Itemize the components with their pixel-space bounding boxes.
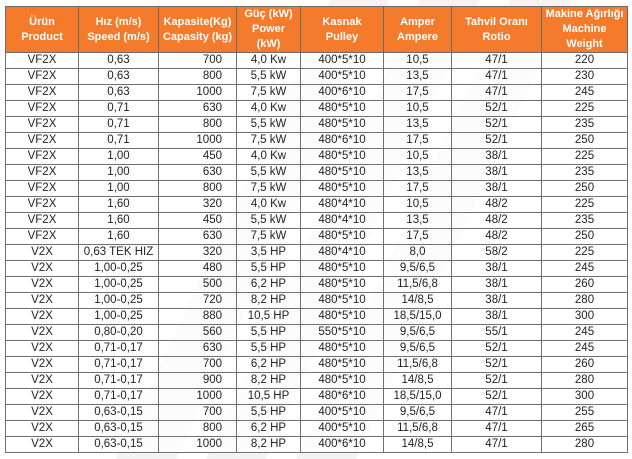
cell-power: 4,0 Kw	[237, 101, 301, 117]
table-row	[6, 149, 628, 165]
cell-ampere: 10,5	[384, 53, 452, 69]
table-row	[6, 101, 628, 117]
cell-product: VF2X	[6, 133, 79, 149]
cell-power: 5,5 kW	[237, 69, 301, 85]
cell-capacity: 500	[159, 277, 237, 293]
cell-weight: 220	[542, 53, 628, 69]
cell-ratio: 48/2	[452, 197, 542, 213]
cell-speed: 0,71	[79, 133, 159, 149]
cell-capacity: 800	[159, 117, 237, 133]
cell-product: VF2X	[6, 69, 79, 85]
cell-pulley: 550*5*10	[301, 325, 384, 341]
cell-pulley: 480*5*10	[301, 165, 384, 181]
cell-power: 6,2 HP	[237, 277, 301, 293]
cell-ratio: 52/1	[452, 133, 542, 149]
table-row	[6, 117, 628, 133]
cell-pulley: 480*5*10	[301, 261, 384, 277]
header-capacity: Kapasite(Kg) Capasity (kg)	[159, 7, 237, 53]
cell-ampere: 10,5	[384, 101, 452, 117]
table-header-row	[6, 7, 628, 53]
cell-ratio: 52/1	[452, 101, 542, 117]
table-row	[6, 309, 628, 325]
cell-product: V2X	[6, 341, 79, 357]
cell-pulley: 480*4*10	[301, 245, 384, 261]
cell-ampere: 13,5	[384, 213, 452, 229]
machine-spec-table	[5, 6, 628, 453]
table-row	[6, 165, 628, 181]
cell-weight: 250	[542, 181, 628, 197]
cell-weight: 250	[542, 133, 628, 149]
cell-ampere: 17,5	[384, 229, 452, 245]
cell-ampere: 14/8,5	[384, 293, 452, 309]
cell-weight: 260	[542, 277, 628, 293]
cell-weight: 235	[542, 165, 628, 181]
cell-ratio: 47/1	[452, 53, 542, 69]
table-row	[6, 245, 628, 261]
cell-power: 5,5 kW	[237, 213, 301, 229]
cell-ratio: 47/1	[452, 69, 542, 85]
cell-pulley: 400*5*10	[301, 69, 384, 85]
cell-product: VF2X	[6, 213, 79, 229]
cell-pulley: 400*5*10	[301, 53, 384, 69]
cell-ratio: 38/1	[452, 309, 542, 325]
cell-ratio: 48/2	[452, 213, 542, 229]
table-row	[6, 373, 628, 389]
cell-power: 10,5 HP	[237, 389, 301, 405]
table-row	[6, 85, 628, 101]
cell-ampere: 11,5/6,8	[384, 357, 452, 373]
cell-capacity: 700	[159, 357, 237, 373]
cell-pulley: 480*5*10	[301, 229, 384, 245]
cell-ampere: 9,5/6,5	[384, 405, 452, 421]
cell-capacity: 630	[159, 341, 237, 357]
cell-product: V2X	[6, 261, 79, 277]
cell-ratio: 55/1	[452, 325, 542, 341]
cell-power: 3,5 HP	[237, 245, 301, 261]
cell-power: 5,5 HP	[237, 405, 301, 421]
cell-power: 5,5 HP	[237, 341, 301, 357]
cell-pulley: 480*5*10	[301, 357, 384, 373]
cell-speed: 1,00	[79, 165, 159, 181]
cell-ratio: 52/1	[452, 341, 542, 357]
cell-speed: 1,00-0,25	[79, 309, 159, 325]
cell-product: V2X	[6, 309, 79, 325]
cell-pulley: 400*6*10	[301, 437, 384, 453]
cell-ampere: 9,5/6,5	[384, 261, 452, 277]
table-row	[6, 53, 628, 69]
cell-power: 8,2 HP	[237, 437, 301, 453]
cell-capacity: 450	[159, 149, 237, 165]
cell-product: VF2X	[6, 229, 79, 245]
cell-capacity: 630	[159, 101, 237, 117]
cell-power: 5,5 HP	[237, 325, 301, 341]
cell-power: 4,0 Kw	[237, 149, 301, 165]
cell-product: VF2X	[6, 149, 79, 165]
cell-ratio: 38/1	[452, 165, 542, 181]
table-row	[6, 277, 628, 293]
cell-power: 5,5 kW	[237, 117, 301, 133]
cell-weight: 225	[542, 149, 628, 165]
table-row	[6, 293, 628, 309]
cell-ratio: 47/1	[452, 437, 542, 453]
cell-product: VF2X	[6, 101, 79, 117]
table-row	[6, 437, 628, 453]
cell-weight: 280	[542, 437, 628, 453]
cell-product: VF2X	[6, 85, 79, 101]
cell-pulley: 480*5*10	[301, 373, 384, 389]
cell-product: VF2X	[6, 197, 79, 213]
cell-weight: 230	[542, 69, 628, 85]
cell-capacity: 800	[159, 421, 237, 437]
cell-weight: 225	[542, 245, 628, 261]
cell-product: VF2X	[6, 53, 79, 69]
cell-product: VF2X	[6, 117, 79, 133]
cell-weight: 225	[542, 101, 628, 117]
cell-speed: 1,00-0,25	[79, 261, 159, 277]
cell-power: 5,5 kW	[237, 165, 301, 181]
cell-ratio: 38/1	[452, 277, 542, 293]
cell-speed: 0,63	[79, 85, 159, 101]
table-row	[6, 405, 628, 421]
cell-capacity: 800	[159, 69, 237, 85]
cell-product: V2X	[6, 357, 79, 373]
cell-ampere: 10,5	[384, 149, 452, 165]
header-ampere: Amper Ampere	[384, 7, 452, 53]
cell-ratio: 38/1	[452, 149, 542, 165]
cell-ratio: 48/2	[452, 229, 542, 245]
cell-ampere: 17,5	[384, 181, 452, 197]
header-product: Ürün Product	[6, 7, 79, 53]
cell-capacity: 320	[159, 245, 237, 261]
table-row	[6, 421, 628, 437]
cell-ampere: 17,5	[384, 133, 452, 149]
cell-speed: 1,00-0,25	[79, 277, 159, 293]
cell-power: 7,5 kW	[237, 85, 301, 101]
cell-capacity: 320	[159, 197, 237, 213]
table-row	[6, 261, 628, 277]
header-weight: Makine Ağırlığı Machine Weight	[542, 7, 628, 53]
table-row	[6, 133, 628, 149]
cell-ratio: 58/2	[452, 245, 542, 261]
cell-power: 8,2 HP	[237, 293, 301, 309]
cell-speed: 1,00-0,25	[79, 293, 159, 309]
cell-ratio: 52/1	[452, 389, 542, 405]
cell-speed: 1,60	[79, 229, 159, 245]
cell-ampere: 14/8,5	[384, 437, 452, 453]
table-row	[6, 341, 628, 357]
cell-product: V2X	[6, 373, 79, 389]
cell-weight: 245	[542, 85, 628, 101]
cell-capacity: 630	[159, 229, 237, 245]
cell-weight: 280	[542, 293, 628, 309]
cell-capacity: 1000	[159, 85, 237, 101]
cell-speed: 1,60	[79, 197, 159, 213]
cell-power: 4,0 Kw	[237, 197, 301, 213]
table-body	[6, 53, 628, 453]
cell-power: 4,0 Kw	[237, 53, 301, 69]
cell-power: 7,5 kW	[237, 181, 301, 197]
cell-speed: 0,63-0,15	[79, 405, 159, 421]
cell-weight: 260	[542, 357, 628, 373]
cell-pulley: 400*6*10	[301, 85, 384, 101]
cell-ampere: 13,5	[384, 69, 452, 85]
cell-speed: 0,71-0,17	[79, 389, 159, 405]
cell-pulley: 480*4*10	[301, 213, 384, 229]
table-row	[6, 325, 628, 341]
cell-ratio: 47/1	[452, 85, 542, 101]
cell-ampere: 11,5/6,8	[384, 277, 452, 293]
cell-speed: 0,63-0,15	[79, 437, 159, 453]
cell-capacity: 630	[159, 165, 237, 181]
cell-capacity: 560	[159, 325, 237, 341]
cell-ampere: 14/8,5	[384, 373, 452, 389]
table-row	[6, 213, 628, 229]
cell-weight: 235	[542, 213, 628, 229]
cell-ampere: 11,5/6,8	[384, 421, 452, 437]
cell-weight: 245	[542, 341, 628, 357]
cell-speed: 0,63 TEK HIZ	[79, 245, 159, 261]
cell-pulley: 480*5*10	[301, 117, 384, 133]
cell-weight: 300	[542, 309, 628, 325]
cell-weight: 245	[542, 325, 628, 341]
cell-ampere: 8,0	[384, 245, 452, 261]
cell-capacity: 720	[159, 293, 237, 309]
table-row	[6, 389, 628, 405]
cell-pulley: 480*6*10	[301, 389, 384, 405]
cell-ampere: 13,5	[384, 117, 452, 133]
cell-product: V2X	[6, 293, 79, 309]
cell-ratio: 38/1	[452, 181, 542, 197]
cell-capacity: 450	[159, 213, 237, 229]
cell-speed: 1,00	[79, 149, 159, 165]
header-ratio: Tahvil Oranı Rotio	[452, 7, 542, 53]
cell-pulley: 480*4*10	[301, 197, 384, 213]
cell-speed: 0,71	[79, 117, 159, 133]
cell-product: VF2X	[6, 165, 79, 181]
cell-pulley: 480*5*10	[301, 101, 384, 117]
cell-ratio: 52/1	[452, 373, 542, 389]
table-row	[6, 69, 628, 85]
cell-ampere: 18,5/15,0	[384, 309, 452, 325]
cell-weight: 225	[542, 197, 628, 213]
cell-pulley: 480*5*10	[301, 341, 384, 357]
cell-speed: 0,71-0,17	[79, 373, 159, 389]
cell-weight: 280	[542, 373, 628, 389]
cell-capacity: 800	[159, 181, 237, 197]
cell-power: 5,5 HP	[237, 261, 301, 277]
spec-table-container	[5, 6, 627, 453]
table-row	[6, 181, 628, 197]
cell-ampere: 9,5/6,5	[384, 325, 452, 341]
cell-speed: 1,60	[79, 213, 159, 229]
cell-weight: 300	[542, 389, 628, 405]
header-speed: Hız (m/s) Speed (m/s)	[79, 7, 159, 53]
cell-product: VF2X	[6, 181, 79, 197]
cell-speed: 0,63-0,15	[79, 421, 159, 437]
cell-product: V2X	[6, 421, 79, 437]
cell-ampere: 13,5	[384, 165, 452, 181]
cell-speed: 0,71-0,17	[79, 341, 159, 357]
cell-power: 10,5 HP	[237, 309, 301, 325]
cell-pulley: 480*5*10	[301, 149, 384, 165]
cell-pulley: 400*5*10	[301, 421, 384, 437]
cell-power: 7,5 kW	[237, 229, 301, 245]
cell-weight: 235	[542, 117, 628, 133]
cell-ampere: 10,5	[384, 197, 452, 213]
cell-product: V2X	[6, 389, 79, 405]
cell-ratio: 47/1	[452, 405, 542, 421]
cell-ratio: 47/1	[452, 421, 542, 437]
cell-speed: 0,80-0,20	[79, 325, 159, 341]
cell-capacity: 900	[159, 373, 237, 389]
cell-speed: 0,71-0,17	[79, 357, 159, 373]
cell-ratio: 38/1	[452, 293, 542, 309]
cell-capacity: 880	[159, 309, 237, 325]
table-row	[6, 357, 628, 373]
cell-weight: 255	[542, 405, 628, 421]
cell-capacity: 480	[159, 261, 237, 277]
cell-speed: 0,63	[79, 69, 159, 85]
cell-speed: 1,00	[79, 181, 159, 197]
cell-product: V2X	[6, 325, 79, 341]
cell-speed: 0,71	[79, 101, 159, 117]
cell-pulley: 480*5*10	[301, 309, 384, 325]
cell-ratio: 52/1	[452, 117, 542, 133]
header-power: Güç (kW) Power (kW)	[237, 7, 301, 53]
cell-weight: 250	[542, 229, 628, 245]
cell-power: 6,2 HP	[237, 357, 301, 373]
cell-ratio: 52/1	[452, 357, 542, 373]
cell-product: V2X	[6, 245, 79, 261]
cell-speed: 0,63	[79, 53, 159, 69]
cell-weight: 265	[542, 421, 628, 437]
cell-product: V2X	[6, 437, 79, 453]
cell-pulley: 480*5*10	[301, 181, 384, 197]
cell-ampere: 9,5/6,5	[384, 341, 452, 357]
cell-product: V2X	[6, 405, 79, 421]
cell-capacity: 700	[159, 53, 237, 69]
cell-pulley: 480*5*10	[301, 277, 384, 293]
cell-ampere: 18,5/15,0	[384, 389, 452, 405]
cell-power: 6,2 HP	[237, 421, 301, 437]
table-row	[6, 197, 628, 213]
cell-capacity: 1000	[159, 389, 237, 405]
cell-ratio: 38/1	[452, 261, 542, 277]
header-pulley: Kasnak Pulley	[301, 7, 384, 53]
cell-capacity: 1000	[159, 133, 237, 149]
cell-power: 7,5 kW	[237, 133, 301, 149]
cell-capacity: 700	[159, 405, 237, 421]
cell-ampere: 17,5	[384, 85, 452, 101]
cell-pulley: 400*5*10	[301, 405, 384, 421]
cell-capacity: 1000	[159, 437, 237, 453]
cell-product: V2X	[6, 277, 79, 293]
cell-pulley: 480*5*10	[301, 293, 384, 309]
table-row	[6, 229, 628, 245]
cell-pulley: 480*6*10	[301, 133, 384, 149]
cell-power: 8,2 HP	[237, 373, 301, 389]
cell-weight: 245	[542, 261, 628, 277]
